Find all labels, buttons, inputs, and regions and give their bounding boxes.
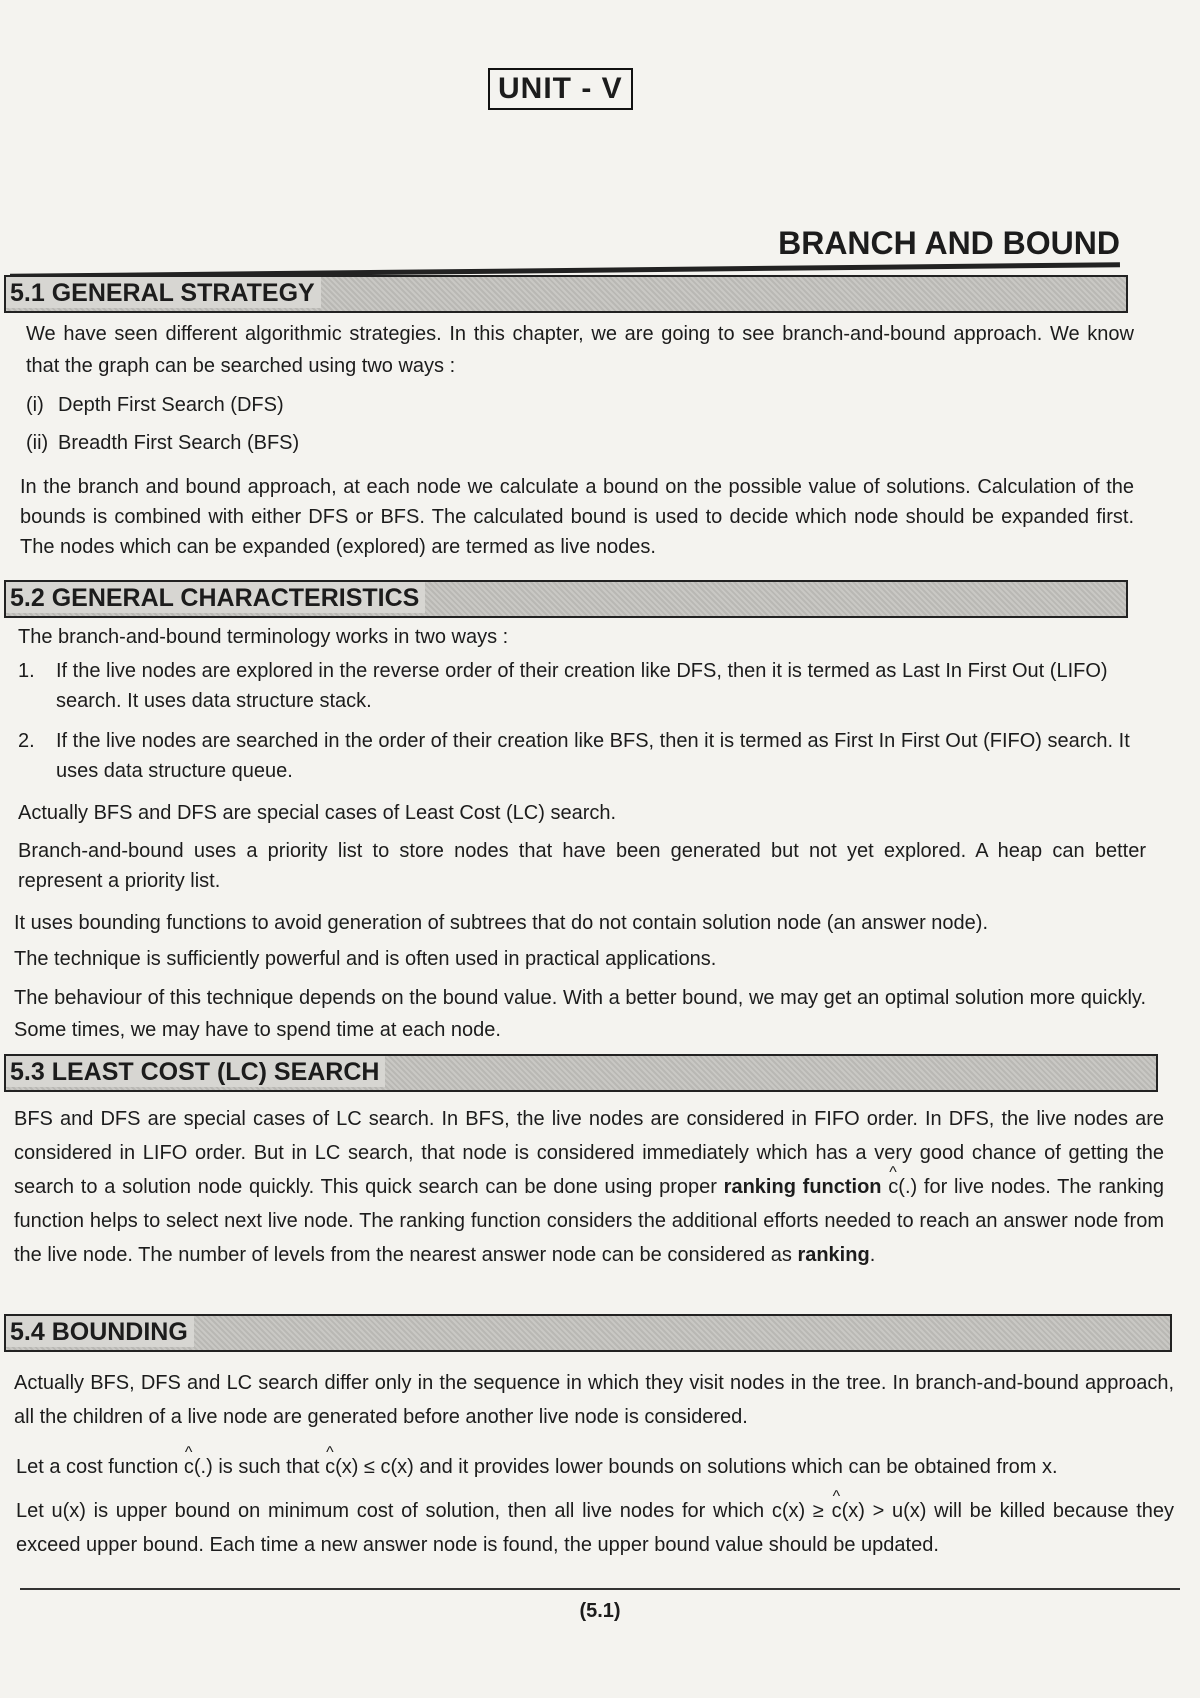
text-run: Let u(x) is upper bound on minimum cost of solution, then all live nodes for which c(x) ≥ xyxy=(16,1500,824,1522)
footer-rule xyxy=(20,1588,1180,1590)
item-text: If the live nodes are explored in the reverse order of their creation like DFS, then it is termed as Last In First Out (LIFO) search. It uses data structure stack. xyxy=(56,660,1108,712)
section-heading-text: 5.4 BOUNDING xyxy=(6,1316,194,1347)
paragraph: The behaviour of this technique depends on the bound value. With a better bound, we may get an optimal solution more quickly. Some times, we may have to spend time at each node. xyxy=(14,987,1146,1041)
item-text: If the live nodes are searched in the order of their creation like BFS, then it is termed as First In First Out (FIFO) search. It uses data structure queue. xyxy=(56,730,1130,782)
c-hat-symbol: ^ c xyxy=(325,1450,335,1484)
paragraph: It uses bounding functions to avoid generation of subtrees that do not contain solution node (an answer node). xyxy=(14,912,988,934)
text-run: . xyxy=(869,1244,876,1266)
paragraph: Branch-and-bound uses a priority list to store nodes that have been generated but not yet explored. A heap can better represent a priority list. xyxy=(18,840,1146,892)
list-item xyxy=(26,394,284,417)
paragraph: In the branch and bound approach, at each node we calculate a bound on the possible value of solutions. Calculation of the bounds is combined with either DFS or BFS. The calculated bound is used to decide which node should be expanded first. The nodes which can be expanded (explored) are termed as live nodes. xyxy=(20,476,1134,558)
bold-term: ranking function xyxy=(723,1176,882,1198)
paragraph xyxy=(16,1450,1174,1484)
paragraph: Actually BFS, DFS and LC search differ only in the sequence in which they visit nodes in the tree. In branch-and-bound approach, all the children of a live node are generated before another live node is considered. xyxy=(14,1372,1174,1428)
text-run: (x) > u(x) will be killed because they exceed upper bound. Each time a new answer node is found, the upper bound value should be updated. xyxy=(16,1500,1175,1556)
section-heading-5-3 xyxy=(4,1054,1158,1092)
list-label: (ii) xyxy=(26,432,49,454)
section-heading-5-2 xyxy=(4,580,1128,618)
paragraph: Actually BFS and DFS are special cases of Least Cost (LC) search. xyxy=(18,802,617,824)
text-run: Let a cost function xyxy=(16,1456,179,1478)
section-heading-text: 5.3 LEAST COST (LC) SEARCH xyxy=(6,1056,385,1087)
list-label: (i) xyxy=(26,394,44,416)
c-hat-symbol: ^ c xyxy=(832,1494,842,1528)
c-hat-symbol: ^ c xyxy=(184,1450,194,1484)
numbered-item xyxy=(18,726,1146,786)
page-number: (5.1) xyxy=(579,1600,621,1622)
bold-term: ranking xyxy=(797,1244,870,1266)
paragraph xyxy=(14,1102,1164,1272)
section-heading-5-1 xyxy=(4,275,1128,313)
numbered-item xyxy=(18,656,1146,716)
section-heading-5-4 xyxy=(4,1314,1172,1352)
section-heading-text: 5.2 GENERAL CHARACTERISTICS xyxy=(6,582,425,613)
list-text: Depth First Search (DFS) xyxy=(58,394,284,416)
paragraph: The technique is sufficiently powerful and is often used in practical applications. xyxy=(14,948,717,970)
paragraph: The branch-and-bound terminology works in two ways : xyxy=(18,626,509,648)
list-item xyxy=(26,432,299,455)
item-number: 2. xyxy=(18,730,35,752)
chapter-title: BRANCH AND BOUND xyxy=(778,225,1120,261)
list-text: Breadth First Search (BFS) xyxy=(58,432,300,454)
text-run: (.) for live nodes. The ranking function helps to select next live node. The ranking function considers the additional efforts needed to reach an answer node from the live node. The number of levels from the nearest answer node can be considered as xyxy=(14,1176,1164,1266)
unit-label: UNIT - V xyxy=(488,68,633,110)
section-heading-text: 5.1 GENERAL STRATEGY xyxy=(6,277,321,308)
item-number: 1. xyxy=(18,660,35,682)
text-run: (x) ≤ c(x) and it provides lower bounds on solutions which can be obtained from x. xyxy=(335,1456,1058,1478)
paragraph xyxy=(16,1494,1174,1562)
c-hat-symbol: ^ c xyxy=(888,1170,898,1204)
text-run: BFS and DFS are special cases of LC search. In BFS, the live nodes are considered in FIFO order. In DFS, the live nodes are considered in LIFO order. But in LC search, that node is considered immediately which has a very good chance of getting the search to a solution node quickly. This quick search can be done using proper xyxy=(14,1108,1164,1198)
text-run: (.) is such that xyxy=(193,1456,320,1478)
paragraph: We have seen different algorithmic strategies. In this chapter, we are going to see branch-and-bound approach. We know that the graph can be searched using two ways : xyxy=(26,323,1134,377)
